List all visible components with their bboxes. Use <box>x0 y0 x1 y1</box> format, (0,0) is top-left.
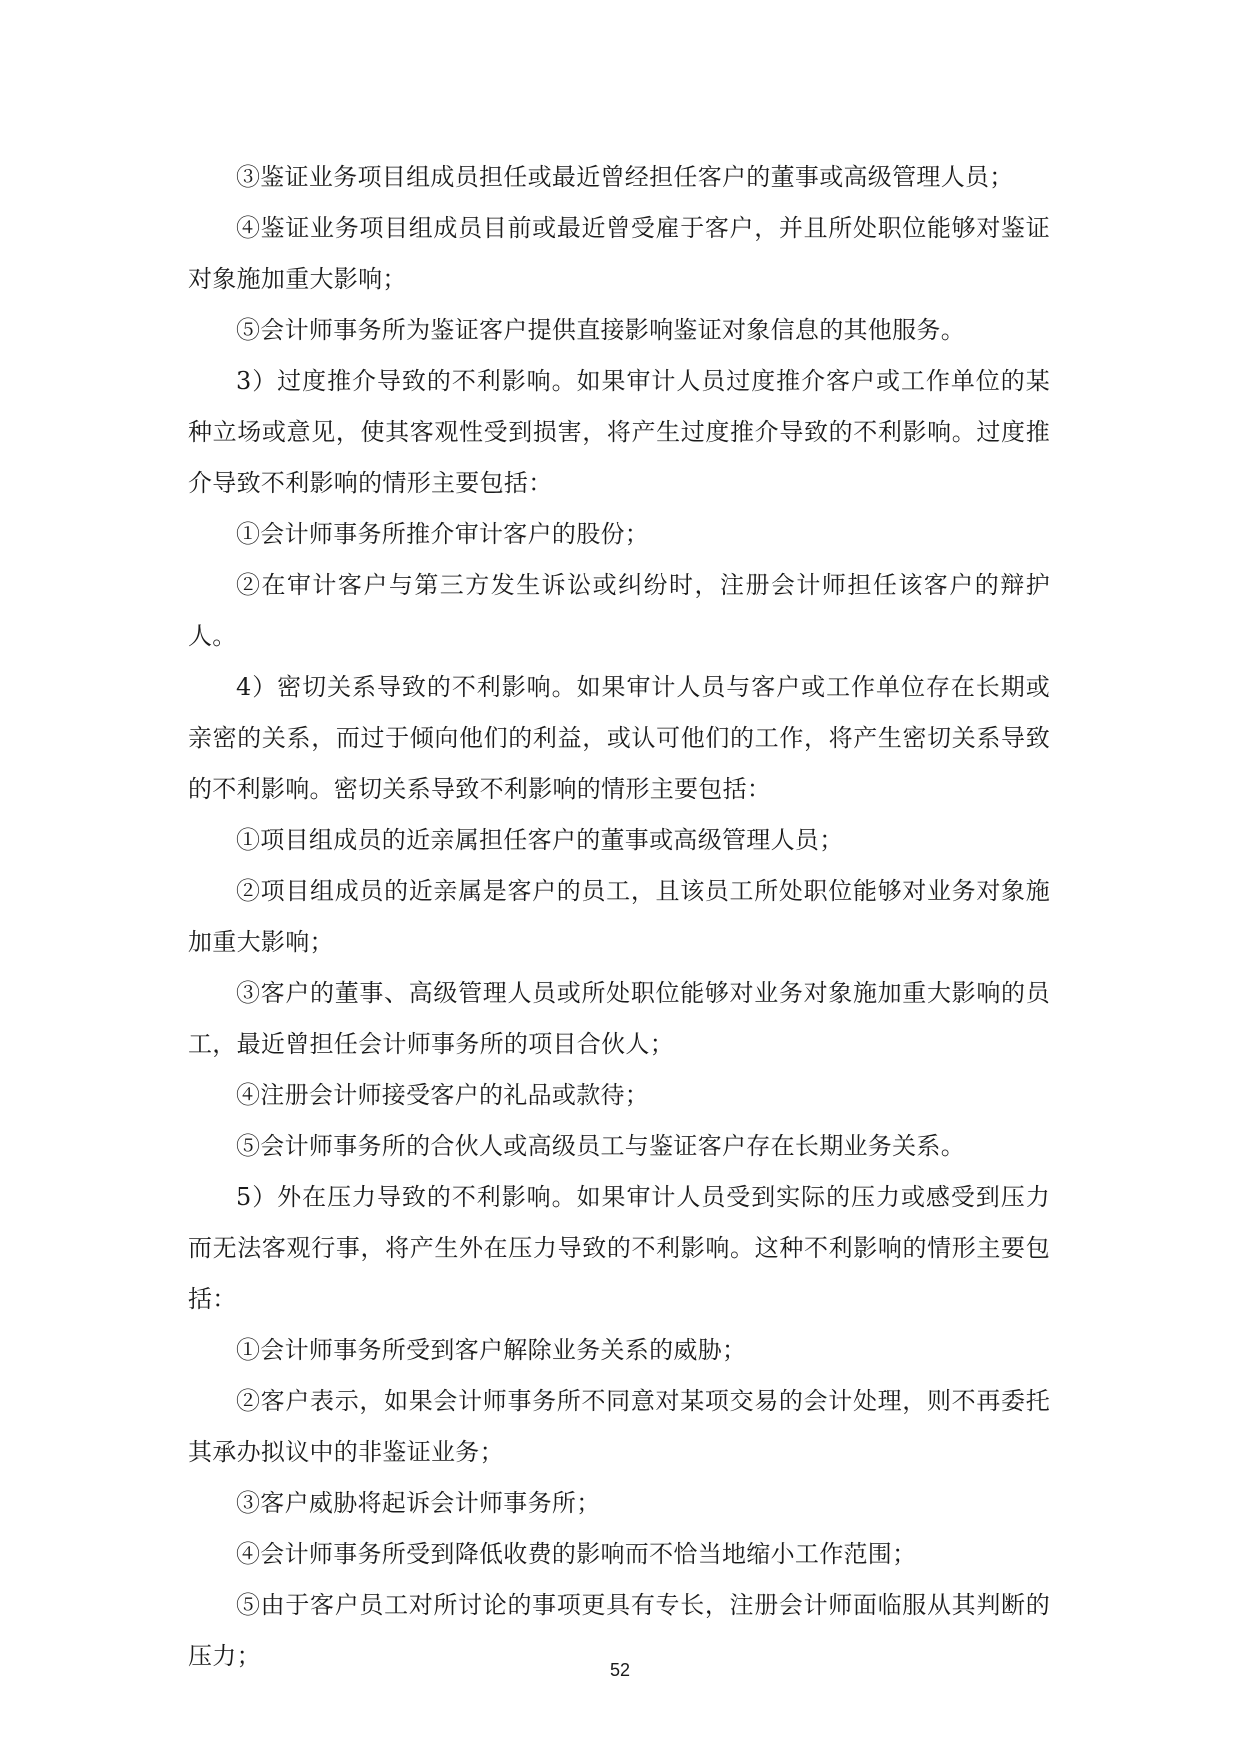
paragraph: ②客户表示，如果会计师事务所不同意对某项交易的会计处理，则不再委托其承办拟议中的非鉴证业务； <box>188 1387 1050 1466</box>
paragraph: ④会计师事务所受到降低收费的影响而不恰当地缩小工作范围； <box>236 1540 917 1568</box>
paragraph: ②在审计客户与第三方发生诉讼或纠纷时，注册会计师担任该客户的辩护人。 <box>188 571 1050 650</box>
paragraph: 4）密切关系导致的不利影响。如果审计人员与客户或工作单位存在长期或亲密的关系，而过于倾向他们的利益，或认可他们的工作，将产生密切关系导致的不利影响。密切关系导致不利影响的情形主要包括： <box>188 673 1050 803</box>
paragraph: 5）外在压力导致的不利影响。如果审计人员受到实际的压力或感受到压力而无法客观行事，将产生外在压力导致的不利影响。这种不利影响的情形主要包括： <box>188 1183 1050 1313</box>
paragraph: ②项目组成员的近亲属是客户的员工，且该员工所处职位能够对业务对象施加重大影响； <box>188 877 1050 956</box>
paragraph: ③鉴证业务项目组成员担任或最近曾经担任客户的董事或高级管理人员； <box>236 163 1014 191</box>
paragraph: 3）过度推介导致的不利影响。如果审计人员过度推介客户或工作单位的某种立场或意见，使其客观性受到损害，将产生过度推介导致的不利影响。过度推介导致不利影响的情形主要包括： <box>188 367 1050 497</box>
page-number: 52 <box>609 1660 631 1680</box>
paragraph: ①项目组成员的近亲属担任客户的董事或高级管理人员； <box>236 826 844 854</box>
paragraph: ③客户威胁将起诉会计师事务所； <box>236 1489 601 1517</box>
document-body <box>188 152 1050 1682</box>
paragraph: ③客户的董事、高级管理人员或所处职位能够对业务对象施加重大影响的员工，最近曾担任会计师事务所的项目合伙人； <box>188 979 1050 1058</box>
paragraph: ④注册会计师接受客户的礼品或款待； <box>236 1081 650 1109</box>
paragraph: ①会计师事务所受到客户解除业务关系的威胁； <box>236 1336 747 1364</box>
paragraph: ①会计师事务所推介审计客户的股份； <box>236 520 650 548</box>
paragraph: ⑤会计师事务所为鉴证客户提供直接影响鉴证对象信息的其他服务。 <box>236 316 965 344</box>
paragraph: ⑤由于客户员工对所讨论的事项更具有专长，注册会计师面临服从其判断的压力； <box>188 1591 1050 1670</box>
paragraph: ④鉴证业务项目组成员目前或最近曾受雇于客户，并且所处职位能够对鉴证对象施加重大影响； <box>188 214 1050 293</box>
paragraph: ⑤会计师事务所的合伙人或高级员工与鉴证客户存在长期业务关系。 <box>236 1132 965 1160</box>
